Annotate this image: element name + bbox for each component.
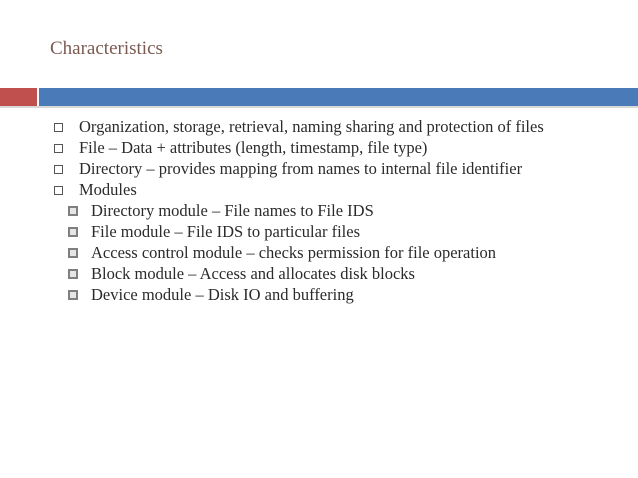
- bullet-text: Modules: [79, 180, 137, 199]
- sub-bullet-text: Block module – Access and allocates disk blocks: [91, 264, 415, 283]
- filled-square-bullet-icon: [68, 227, 78, 237]
- bullet-text: Organization, storage, retrieval, naming sharing and protection of files: [79, 117, 544, 136]
- filled-square-bullet-icon: [68, 206, 78, 216]
- sub-bullet-text: File module – File IDS to particular files: [91, 222, 360, 241]
- title-divider: [0, 88, 638, 108]
- bullet-text: File – Data + attributes (length, timestamp, file type): [79, 138, 428, 157]
- divider-blue-bar: [39, 88, 638, 106]
- list-item: [54, 137, 614, 158]
- sub-bullet-text: Device module – Disk IO and buffering: [91, 285, 354, 304]
- slide-title: Characteristics: [50, 38, 163, 59]
- bullet-list: [54, 116, 614, 305]
- sub-bullet-text: Access control module – checks permission for file operation: [91, 243, 497, 262]
- sub-list-item: [54, 263, 614, 284]
- sub-list-item: [54, 221, 614, 242]
- filled-square-bullet-icon: [68, 248, 78, 258]
- list-item: [54, 116, 614, 137]
- sub-list-item: [54, 200, 614, 221]
- sub-bullet-text: Directory module – File names to File IDS: [91, 201, 374, 220]
- list-item: [54, 158, 614, 179]
- hollow-square-bullet-icon: [54, 165, 63, 174]
- hollow-square-bullet-icon: [54, 144, 63, 153]
- sub-list-item: [54, 242, 614, 263]
- hollow-square-bullet-icon: [54, 123, 63, 132]
- divider-shadow: [0, 106, 638, 108]
- hollow-square-bullet-icon: [54, 186, 63, 195]
- divider-red-block: [0, 88, 37, 106]
- filled-square-bullet-icon: [68, 290, 78, 300]
- list-item: [54, 179, 614, 200]
- bullet-text: Directory – provides mapping from names to internal file identifier: [79, 159, 523, 178]
- sub-list-item: [54, 284, 614, 305]
- filled-square-bullet-icon: [68, 269, 78, 279]
